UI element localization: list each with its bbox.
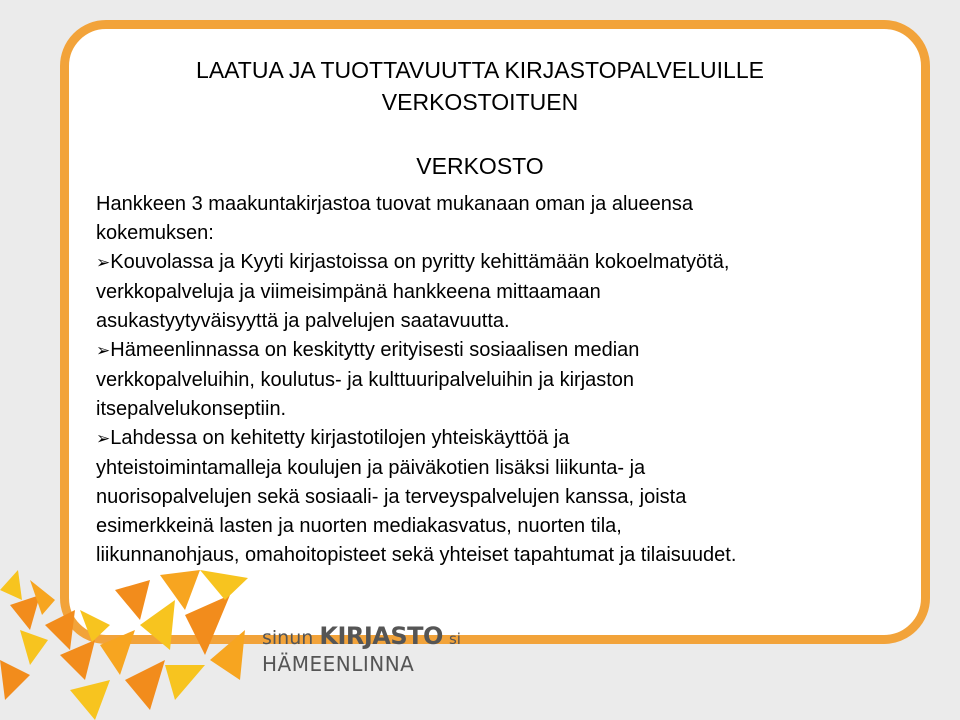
bullet-line: yhteistoimintamalleja koulujen ja päiväkotien lisäksi liikunta- ja <box>96 457 646 479</box>
bullet-item-kouvola <box>96 248 886 336</box>
logo-word-prefix: sinun <box>262 627 314 649</box>
library-logo-text <box>262 624 461 677</box>
slide-title <box>100 54 860 118</box>
logo-shard <box>165 665 205 700</box>
bullet-line <box>96 336 886 366</box>
logo-shard <box>0 570 22 600</box>
intro-paragraph <box>96 190 886 248</box>
bullet-line: asukastyytyväisyyttä ja palvelujen saatavuutta. <box>96 310 510 332</box>
logo-shard <box>45 610 75 650</box>
bullet-text: Lahdessa on kehitetty kirjastotilojen yhteiskäyttöä ja <box>110 427 570 449</box>
logo-shard <box>70 680 110 720</box>
logo-shard <box>0 660 30 700</box>
bullet-line: liikunnanohjaus, omahoitopisteet sekä yhteiset tapahtumat ja tilaisuudet. <box>96 544 737 566</box>
slide-title-line-1: LAATUA JA TUOTTAVUUTTA KIRJASTOPALVELUILLE <box>196 57 764 83</box>
slide-body <box>96 190 886 570</box>
bullet-line <box>96 424 886 454</box>
logo-shard <box>125 660 165 710</box>
library-logo-graphic <box>0 570 260 720</box>
arrow-bullet-icon: ➢ <box>96 253 111 273</box>
intro-line-2: kokemuksen: <box>96 222 214 244</box>
bullet-line: itsepalvelukonseptiin. <box>96 398 287 420</box>
logo-shard <box>60 640 95 680</box>
logo-word-main: KIRJASTO <box>319 622 443 650</box>
logo-shard <box>160 570 200 610</box>
logo-shard <box>185 595 230 655</box>
arrow-bullet-icon: ➢ <box>96 341 111 361</box>
arrow-bullet-icon: ➢ <box>96 429 111 449</box>
bullet-line: verkkopalveluja ja viimeisimpänä hankkeena mittaamaan <box>96 281 601 303</box>
bullet-line: nuorisopalvelujen sekä sosiaali- ja terveyspalvelujen kanssa, joista <box>96 486 687 508</box>
bullet-item-hameenlinna <box>96 336 886 424</box>
section-heading: VERKOSTO <box>416 153 544 179</box>
bullet-line <box>96 248 886 278</box>
logo-shard <box>200 570 248 600</box>
slide-title-line-2: VERKOSTOITUEN <box>381 89 579 115</box>
bullet-text: Kouvolassa ja Kyyti kirjastoissa on pyritty kehittämään kokoelmatyötä, <box>110 251 730 273</box>
bullet-line: verkkopalveluihin, koulutus- ja kulttuuripalveluihin ja kirjaston <box>96 369 635 391</box>
bullet-line: esimerkkeinä lasten ja nuorten mediakasvatus, nuorten tila, <box>96 515 622 537</box>
logo-shard <box>20 630 48 665</box>
logo-shard <box>140 600 175 650</box>
logo-shard <box>100 630 135 675</box>
logo-shard <box>210 630 245 680</box>
logo-shard <box>115 580 150 620</box>
bullet-item-lahti <box>96 424 886 570</box>
logo-city: HÄMEENLINNA <box>262 652 415 676</box>
intro-line-1: Hankkeen 3 maakuntakirjastoa tuovat mukanaan oman ja alueensa <box>96 193 694 215</box>
logo-wordmark <box>262 624 461 651</box>
logo-word-suffix: si <box>448 630 461 648</box>
bullet-text: Hämeenlinnassa on keskitytty erityisesti sosiaalisen median <box>110 339 640 361</box>
logo-shard <box>10 595 40 630</box>
logo-shard <box>80 610 110 642</box>
